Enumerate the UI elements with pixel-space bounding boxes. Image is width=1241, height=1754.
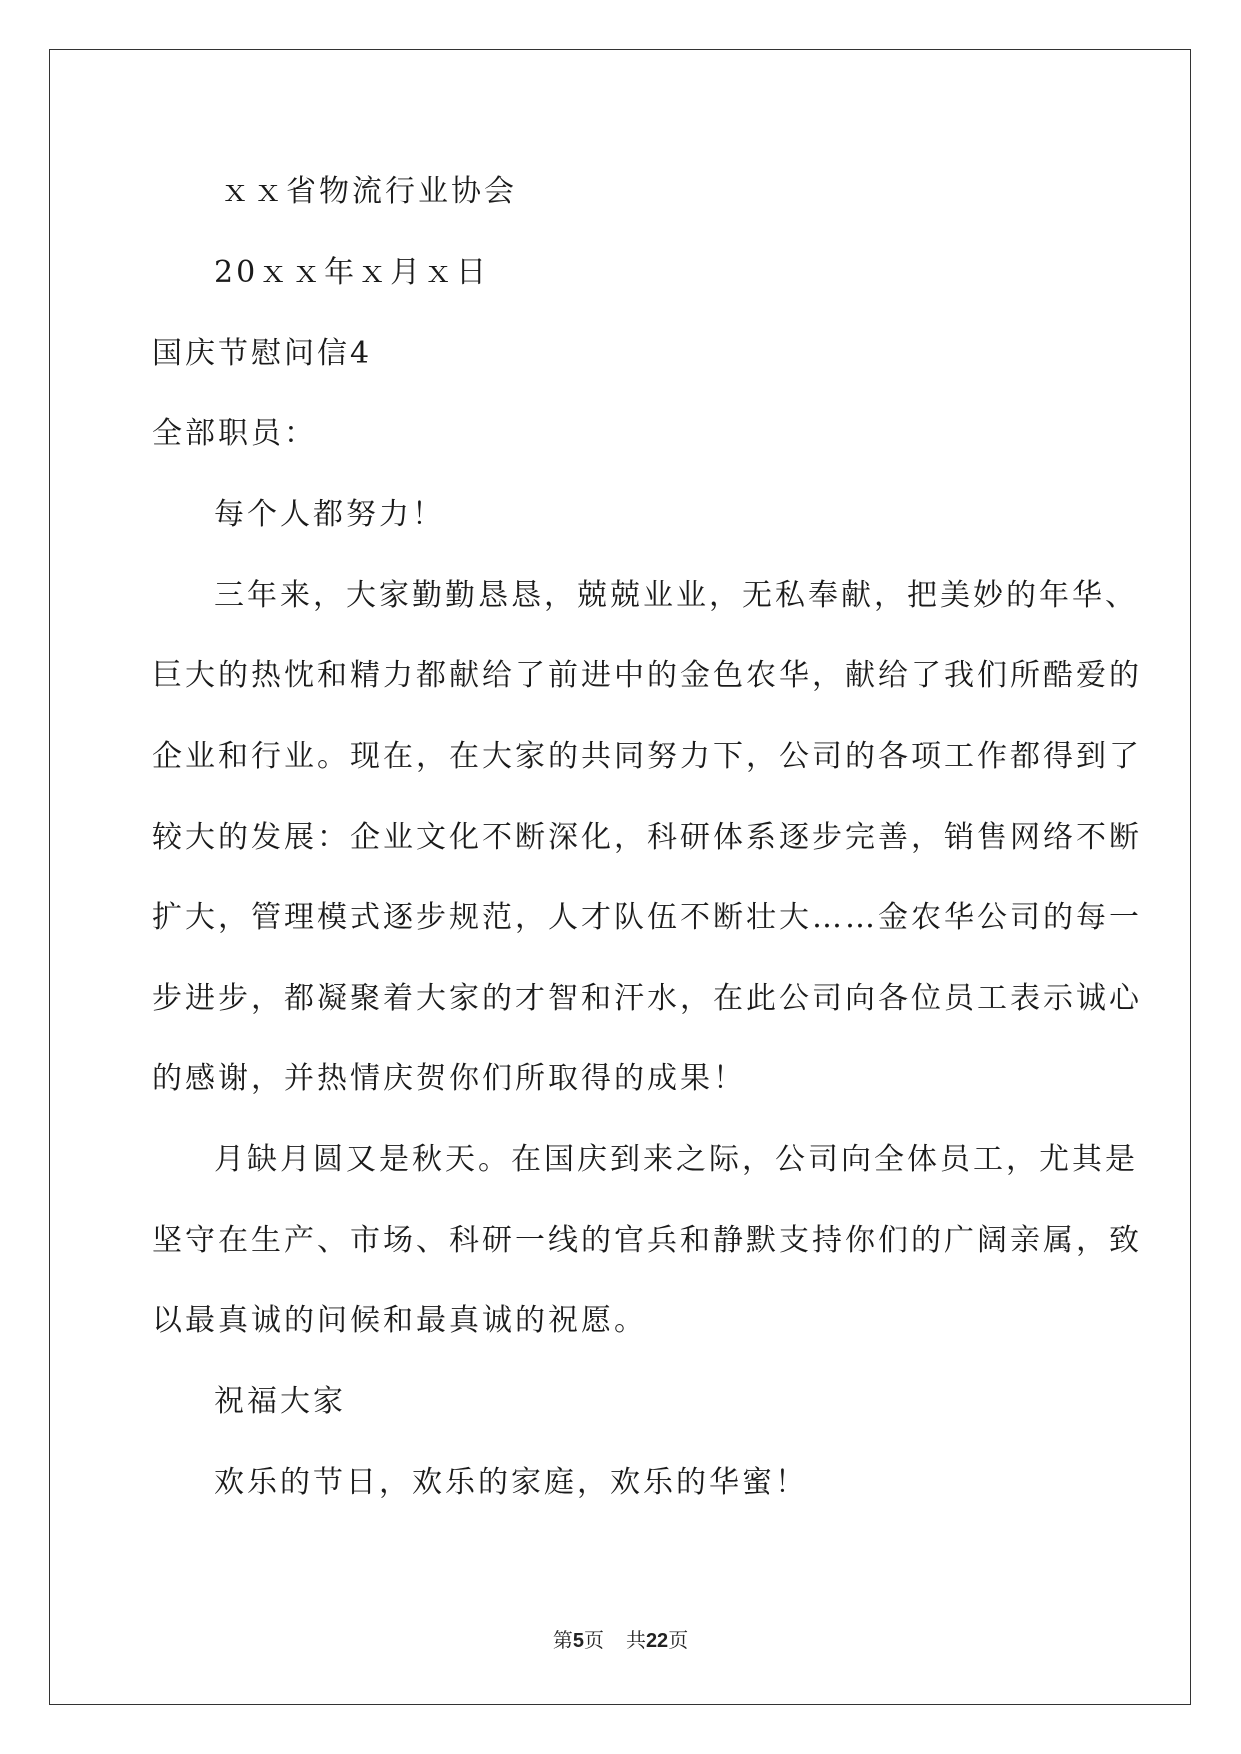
page-suffix: 页 (583, 1628, 604, 1652)
paragraph2-line: 月缺月圆又是秋天。在国庆到来之际，公司向全体员工，尤其是 (214, 1142, 1138, 1177)
page-prefix: 第 (552, 1628, 573, 1652)
paragraph2-line: 坚守在生产、市场、科研一线的官兵和静默支持你们的广阔亲属，致 (152, 1223, 1142, 1258)
letter-title: 国庆节慰问信4 (152, 336, 373, 371)
signature-organization: ｘｘ省物流行业协会 (220, 174, 517, 209)
page-border (49, 49, 1191, 1705)
letter-closing: 欢乐的节日，欢乐的家庭，欢乐的华蜜！ (214, 1465, 808, 1500)
paragraph1-line: 步进步，都凝聚着大家的才智和汗水，在此公司向各位员工表示诚心 (152, 981, 1142, 1016)
paragraph2-line: 以最真诚的问候和最真诚的祝愿。 (152, 1303, 647, 1338)
total-pages: 22 (645, 1630, 669, 1652)
paragraph1-line: 较大的发展：企业文化不断深化，科研体系逐步完善，销售网络不断 (152, 820, 1142, 855)
page-number: 5 (572, 1630, 584, 1652)
paragraph1-line: 的感谢，并热情庆贺你们所取得的成果！ (152, 1061, 746, 1096)
letter-salutation: 全部职员： (152, 416, 317, 451)
paragraph1-line: 巨大的热忱和精力都献给了前进中的金色农华，献给了我们所酷爱的 (152, 658, 1142, 693)
letter-opening: 每个人都努力！ (214, 497, 445, 532)
letter-blessing: 祝福大家 (214, 1384, 346, 1419)
total-prefix: 共 (625, 1628, 646, 1652)
total-suffix: 页 (668, 1628, 689, 1652)
paragraph1-line: 企业和行业。现在，在大家的共同努力下，公司的各项工作都得到了 (152, 739, 1142, 774)
paragraph1-line: 扩大，管理模式逐步规范，人才队伍不断壮大……金农华公司的每一 (152, 900, 1142, 935)
paragraph1-line: 三年来，大家勤勤恳恳，兢兢业业，无私奉献，把美妙的年华、 (214, 578, 1138, 613)
page-footer (0, 1627, 1241, 1654)
signature-date: 20ｘｘ年ｘ月ｘ日 (214, 255, 490, 290)
